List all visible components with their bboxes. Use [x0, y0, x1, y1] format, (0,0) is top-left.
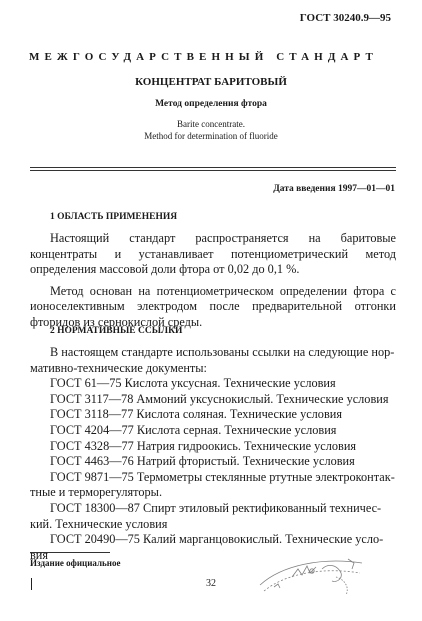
edition-label: Издание официальное	[30, 558, 121, 568]
divider-thin	[30, 170, 396, 171]
divider-thick	[30, 167, 396, 168]
scope-text	[30, 231, 396, 331]
page-number: 32	[206, 578, 216, 589]
list-item-continuation: тные и терморегуляторы.	[30, 485, 163, 500]
list-item: ГОСТ 4328—77 Натрия гидроокись. Технические условия	[50, 438, 357, 453]
scope-paragraph-1: Настоящий стандарт распространяется на баритовые концентраты и устанавливает потенциометрический метод определения массовой доли фтора от 0,02 до 0,1 %.	[30, 231, 396, 277]
list-item: ГОСТ 4204—77 Кислота серная. Технические условия	[50, 422, 337, 437]
list-item: ГОСТ 3117—78 Аммоний уксуснокислый. Технические условия	[50, 391, 389, 406]
interstate-standard-banner: МЕЖГОСУДАРСТВЕННЫЙ СТАНДАРТ	[29, 51, 378, 63]
list-item-continuation: кий. Технические условия	[30, 516, 168, 531]
english-title-line1: Barite concentrate.	[177, 119, 245, 129]
references-list	[30, 345, 396, 563]
list-item-continuation: вия	[30, 547, 49, 562]
references-intro-line1: В настоящем стандарте использованы ссылки на следующие нор-	[50, 345, 395, 359]
footer-divider	[30, 552, 110, 553]
official-stamp-image	[252, 551, 368, 603]
effective-date: Дата введения 1997—01—01	[273, 184, 395, 194]
document-number: ГОСТ 30240.9—95	[299, 12, 391, 24]
references-intro-line2: мативно-технические документы:	[30, 360, 207, 375]
scope-paragraph-2: Метод основан на потенциометрическом определении фтора с ионоселективным электродом после предварительной отгонки фторидов из сернокислой среды.	[30, 283, 396, 329]
english-title-line2: Method for determination of fluoride	[144, 131, 278, 141]
method-title: Метод определения фтора	[155, 99, 267, 109]
document-title: КОНЦЕНТРАТ БАРИТОВЫЙ	[135, 76, 287, 88]
list-item: ГОСТ 3118—77 Кислота соляная. Технические условия	[50, 407, 343, 422]
section-heading-references: 2 НОРМАТИВНЫЕ ССЫЛКИ	[50, 326, 183, 336]
list-item: ГОСТ 4463—76 Натрий фтористый. Технические условия	[50, 454, 355, 469]
list-item: ГОСТ 18300—87 Спирт этиловый ректификованный техничес-	[50, 500, 382, 515]
section-heading-scope: 1 ОБЛАСТЬ ПРИМЕНЕНИЯ	[50, 212, 178, 222]
list-item: ГОСТ 61—75 Кислота уксусная. Технические условия	[50, 376, 336, 391]
list-item: ГОСТ 9871—75 Термометры стеклянные ртутные электроконтак-	[50, 469, 395, 484]
list-item: ГОСТ 20490—75 Калий марганцовокислый. Технические усло-	[50, 532, 384, 547]
